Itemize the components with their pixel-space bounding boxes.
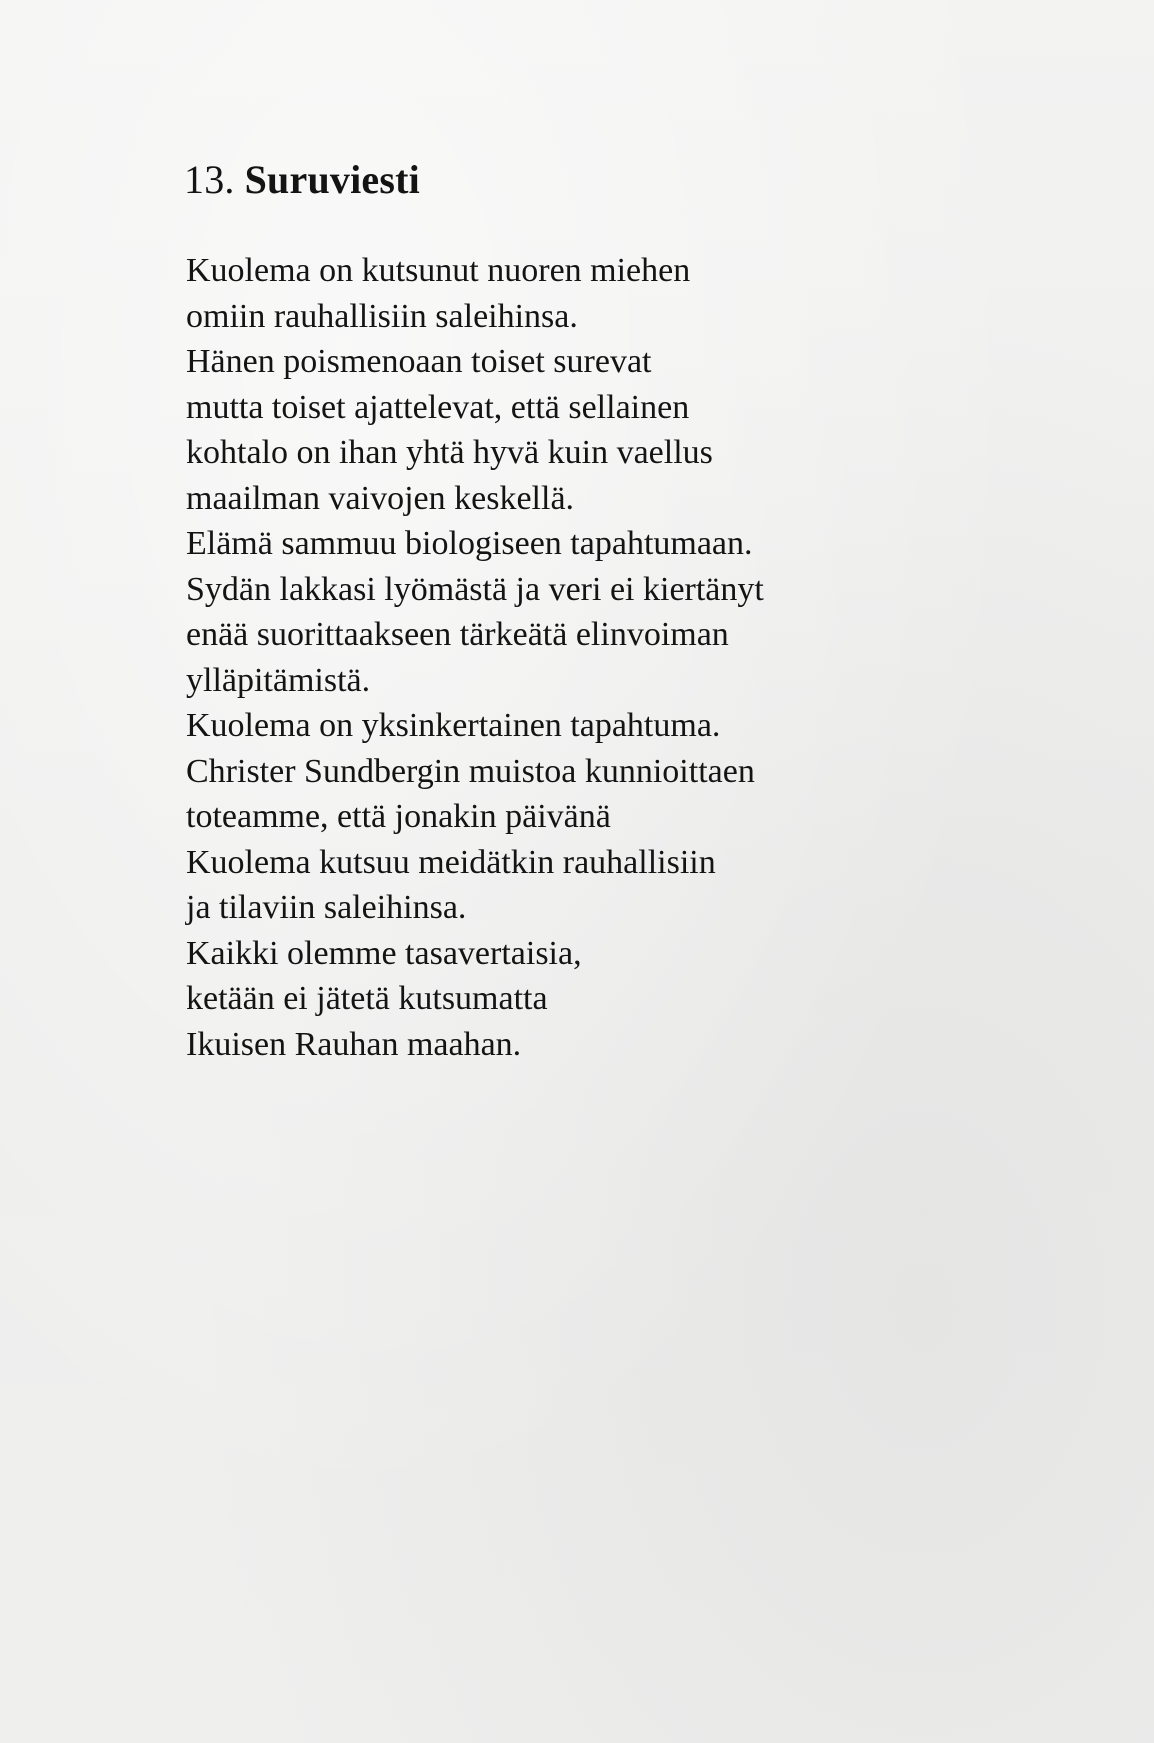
section-number: 13.	[184, 157, 235, 202]
poem-line: maailman vaivojen keskellä.	[186, 479, 575, 517]
section-heading	[184, 156, 420, 204]
poem-line: ja tilaviin saleihinsa.	[186, 889, 467, 926]
poem-line: ylläpitämistä.	[186, 661, 371, 699]
poem-line: omiin rauhallisiin saleihinsa.	[186, 297, 578, 335]
poem-line: Christer Sundbergin muistoa kunnioittaen	[186, 752, 755, 790]
poem-line: Kuolema kutsuu meidätkin rauhallisiin	[186, 843, 716, 881]
poem-line: ketään ei jätetä kutsumatta	[186, 980, 548, 1017]
poem-line: Elämä sammuu biologiseen tapahtumaan.	[186, 525, 753, 562]
poem-line: enää suorittaakseen tärkeätä elinvoiman	[186, 616, 729, 653]
poem-line: Kuolema on yksinkertainen tapahtuma.	[186, 707, 721, 744]
poem-line: kohtalo on ihan yhtä hyvä kuin vaellus	[186, 434, 713, 471]
poem-line: Hänen poismenoaan toiset surevat	[186, 343, 652, 380]
poem-line: toteamme, että jonakin päivänä	[186, 798, 611, 835]
poem-line: Kuolema on kutsunut nuoren miehen	[186, 252, 691, 289]
poem-line: Kaikki olemme tasavertaisia,	[186, 934, 582, 972]
poem-line: Sydän lakkasi lyömästä ja veri ei kiertänyt	[186, 570, 764, 608]
poem-text	[186, 248, 764, 1067]
poem-line: mutta toiset ajattelevat, että sellainen	[186, 388, 690, 426]
section-title: Suruviesti	[244, 157, 420, 202]
poem-line: Ikuisen Rauhan maahan.	[186, 1025, 522, 1063]
